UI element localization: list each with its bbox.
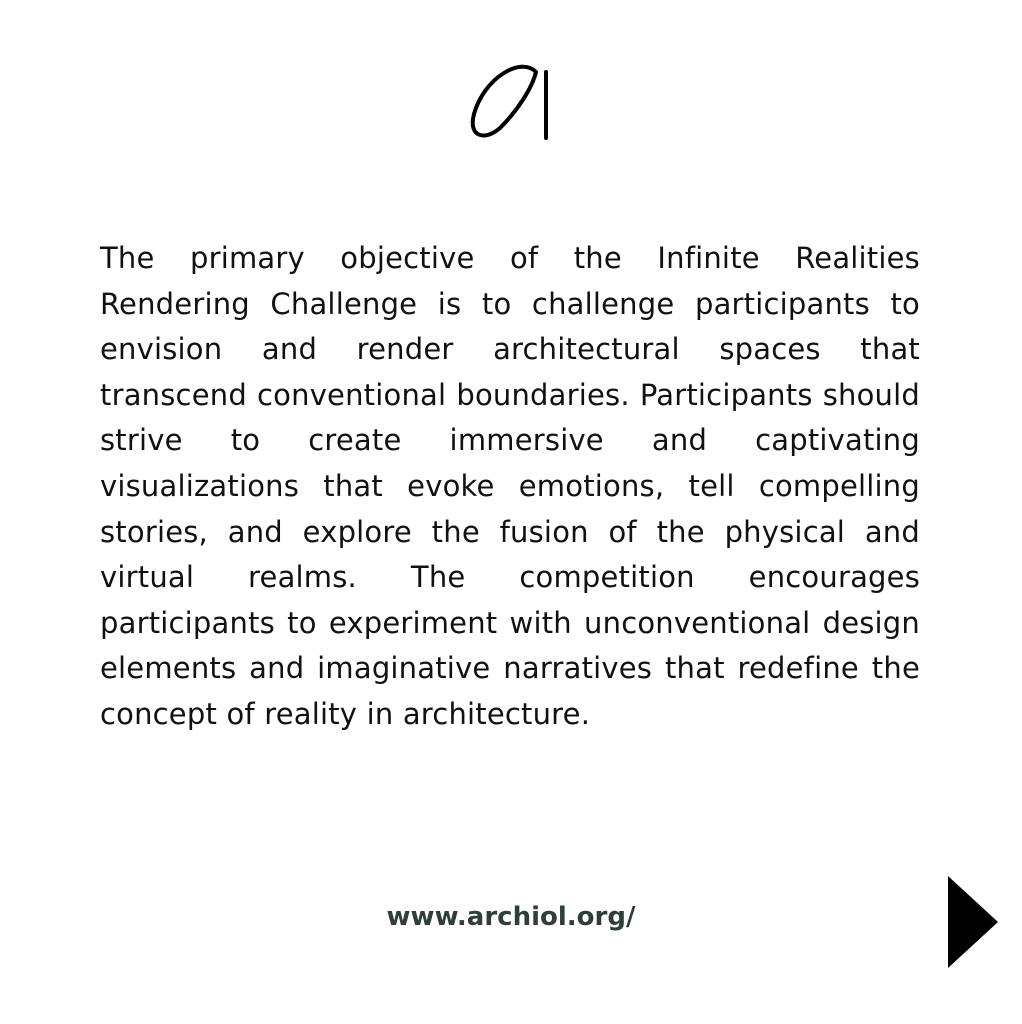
objective-paragraph: The primary objective of the Infinite Realities Rendering Challenge is to challenge participants to envision and render architectural spaces that transcend conventional boundaries. Participants should strive to create immersive and captivating visualizations that evoke emotions, tell compelling stories, and explore the fusion of the physical and virtual realms. The competition encourages participants to experiment with unconventional design elements and imaginative narratives that redefine the concept of reality in architecture. — [100, 241, 920, 731]
next-arrow-icon[interactable] — [946, 874, 1000, 970]
website-url[interactable]: www.archiol.org/ — [386, 902, 636, 932]
script-a-logo-icon — [466, 58, 554, 144]
